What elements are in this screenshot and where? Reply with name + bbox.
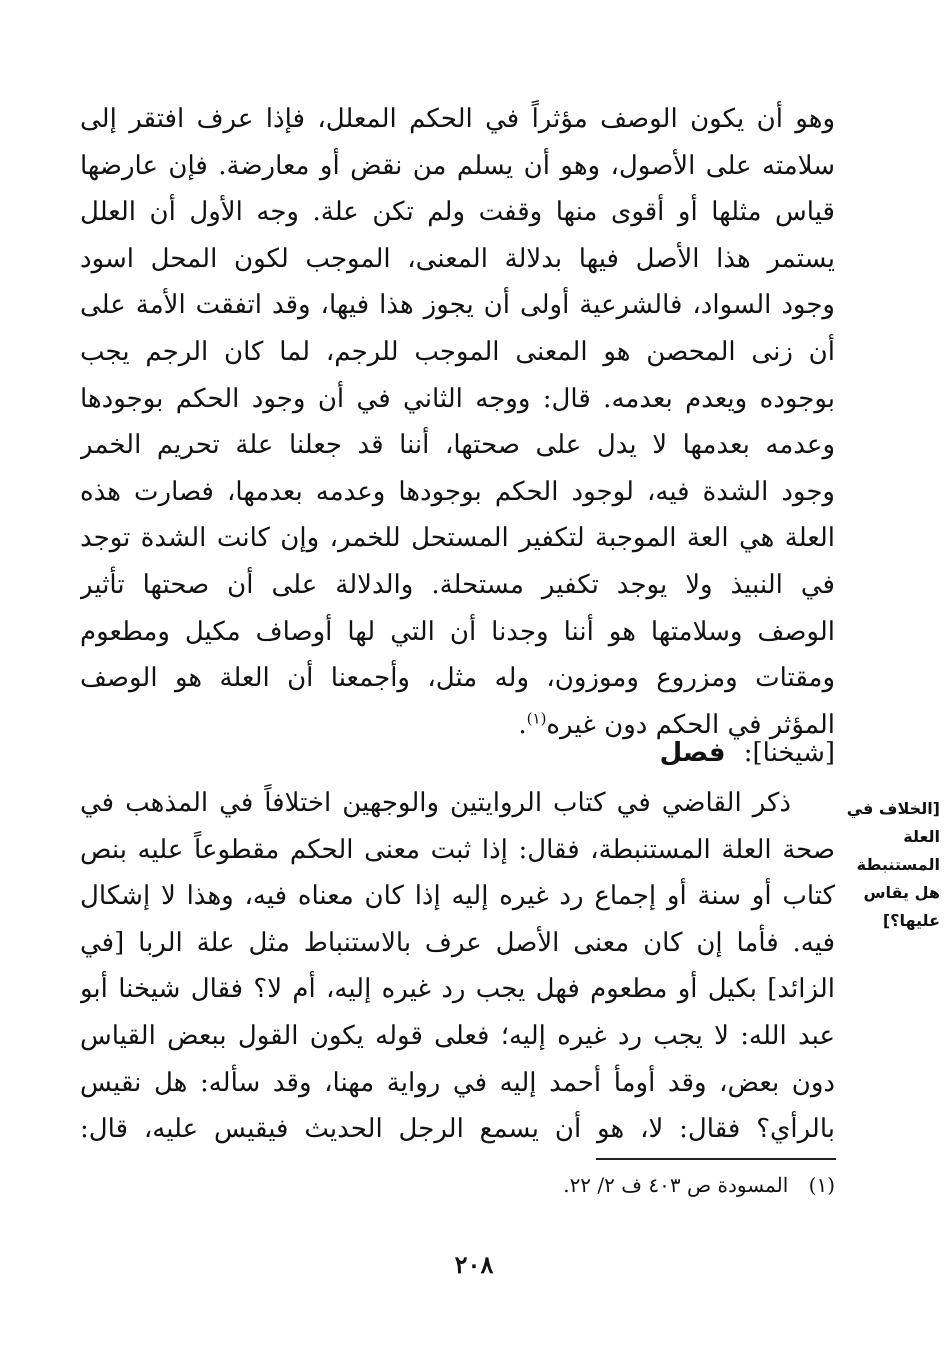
heading-tag: [شيخنا]: (743, 738, 835, 768)
text-line: في النبيذ ولا يوجد تكفير مستحلة. والدلالة على أن صحتها تأثير (80, 569, 835, 600)
text-line: وعدمه بعدمها لا يدل على صحتها، أننا قد جعلنا علة تحريم الخمر (80, 430, 835, 461)
period: . (518, 709, 527, 740)
text-line: وجود السواد، فالشرعية أولى أن يجوز هذا فيها، وقد اتفقت الأمة على (80, 290, 835, 321)
text-line: كتاب أو سنة أو إجماع رد غيره إليه إذا كان معناه فيه، وهذا لا إشكال (80, 881, 835, 912)
margin-note (844, 795, 940, 935)
text-line: ذكر القاضي في كتاب الروايتين والوجهين اختلافاً في المذهب في (80, 788, 791, 818)
text-line: بوجوده ويعدم بعدمه. قال: ووجه الثاني في أن وجود الحكم بوجودها (80, 383, 835, 414)
paragraph-1 (80, 96, 835, 748)
text-line: بالرأي؟ فقال: لا، هو أن يسمع الرجل الحديث فيقيس عليه، قال: (80, 1114, 835, 1145)
text-line: عبد الله: لا يجب رد غيره إليه؛ فعلى قوله يكون القول ببعض القياس (80, 1020, 835, 1051)
text-line: أن زنى المحصن هو المعنى الموجب للرجم، لما كان الرجم يجب (80, 336, 835, 367)
text-line: الزائد] بكيل أو مطعوم فهل يجب رد غيره إليه، أم لا؟ فقال شيخنا أبو (80, 974, 835, 1005)
text-line: فيه. فأما إن كان معنى الأصل عرف بالاستنباط مثل علة الربا [في (80, 927, 835, 958)
text-line: وهو أن يكون الوصف مؤثراً في الحكم المعلل، فإذا عرف افتقر إلى (80, 104, 835, 134)
margin-note-line: المستنبطة (856, 855, 940, 874)
text-line: يستمر هذا الأصل فيها بدلالة المعنى، الموجب لكون المحل اسود (80, 243, 835, 274)
section-heading (660, 733, 835, 773)
footnote-reference[interactable]: (١) (526, 709, 547, 728)
text-line: الوصف وسلامتها هو أننا وجدنا أن التي لها أوصاف مكيل ومطعوم (80, 616, 835, 647)
margin-note-line: [الخلاف في (846, 799, 940, 818)
last-line-text: المؤثر في الحكم دون غيره (546, 709, 835, 740)
paragraph-2 (80, 780, 835, 1153)
margin-note-line: عليها؟] (882, 911, 940, 930)
heading-title: فصل (659, 738, 726, 768)
text-line: قياس مثلها أو أقوى منها وقفت ولم تكن علة. وجه الأول أن العلل (80, 197, 835, 228)
footnote-marker: (١) (808, 1173, 835, 1197)
text-line: سلامته على الأصول، وهو أن يسلم من نقض أو معارضة. فإن عارضها (80, 150, 835, 181)
footnote-text: المسودة ص ٤٠٣ ف ٢/ ٢٢. (563, 1173, 789, 1197)
text-line: دون بعض، وقد أومأ أحمد إليه في رواية مهنا، وقد سأله: هل نقيس (80, 1067, 835, 1098)
text-line: ومقتات ومزروع وموزون، وله مثل، وأجمعنا أن العلة هو الوصف (80, 663, 835, 694)
footnote (563, 1170, 835, 1200)
text-line: وجود الشدة فيه، لوجود الحكم بوجودها وعدمه بعدمها، فصارت هذه (80, 476, 835, 507)
page-number: ٢٠٨ (454, 1250, 494, 1279)
margin-note-line: هل يقاس (863, 883, 940, 902)
text-line: صحة العلة المستنبطة، فقال: إذا ثبت معنى الحكم مقطوعاً عليه بنص (80, 834, 835, 865)
text-line: العلة هي العة الموجبة لتكفير المستحل للخمر، وإن كانت الشدة توجد (80, 523, 835, 554)
footnote-divider (596, 1158, 836, 1160)
margin-note-line: العلة (903, 827, 940, 846)
